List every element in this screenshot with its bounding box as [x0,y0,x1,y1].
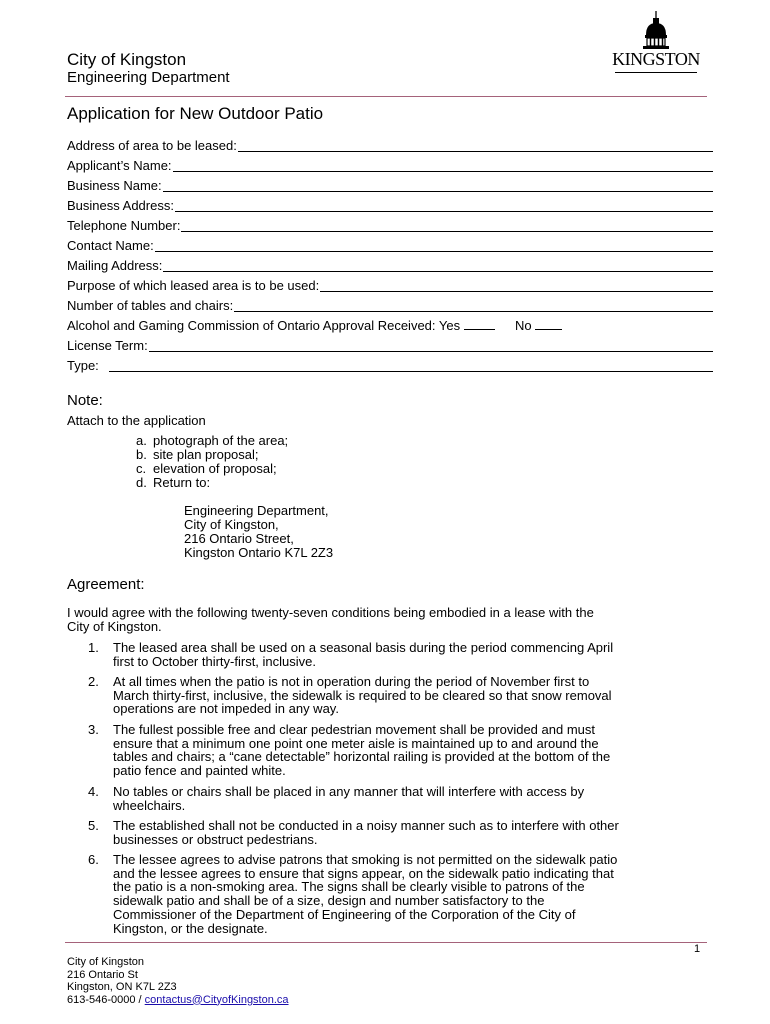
field-label: Telephone Number: [67,218,181,233]
condition-item: 2. At all times when the patio is not in operation during the period of November first to March thirty-first, inclusive, the sidewalk is required to be cleared so that snow removal operations are not impeded in any way. [88,674,612,717]
field-business-name[interactable] [67,178,713,194]
department-name: Engineering Department [67,69,230,86]
footer-divider [65,942,707,943]
field-label: Business Address: [67,198,174,213]
field-mailing-address[interactable] [67,258,713,274]
field-telephone[interactable] [67,218,713,234]
field-applicant-name[interactable] [67,158,713,174]
alcohol-no-label: No [514,318,532,333]
footer-contact: City of Kingston 216 Ontario St Kingston, ON K7L 2Z3 613-546-0000 / contactus@CityofKingston.ca [67,956,289,1006]
contact-email-link[interactable]: contactus@CityofKingston.ca [144,993,289,1006]
form-title: Application for New Outdoor Patio [67,104,324,123]
field-label: Type: [67,358,99,373]
field-label: Contact Name: [67,238,154,253]
field-label: Purpose of which leased area is to be used: [67,278,320,293]
field-license-term[interactable] [67,338,713,354]
field-label: Mailing Address: [67,258,163,273]
field-business-address[interactable] [67,198,713,214]
alcohol-approval-label: Alcohol and Gaming Commission of Ontario Approval Received: Yes [67,318,461,333]
field-label: Number of tables and chairs: [67,298,234,313]
note-heading: Note: [67,392,103,409]
condition-item: 5. The established shall not be conducted in a noisy manner such as to interfere with other businesses or obstruct pedestrians. [88,818,619,847]
field-label: Applicant’s Name: [67,158,172,173]
field-contact-name[interactable] [67,238,713,254]
condition-item: 6. The lessee agrees to advise patrons that smoking is not permitted on the sidewalk patio and the lessee agrees to ensure that signs appear, on the sidewalk patio indicating that the patio is a non-smoking area. The signs shall be clearly visible to patrons of the sidewalk patio and shall be of a size, design and number satisfactory to the Commissioner of the Department of Engineering of the Corporation of the City of Kingston, or the designate. [88,852,618,936]
condition-item: 3. The fullest possible free and clear pedestrian movement shall be provided and must ensure that a minimum one point one meter aisle is maintained up to and around the tables and chairs; a “cane detectable” horizontal railing is provided at the bottom of the patio fence and painted white. [88,722,611,779]
alcohol-approval-row [67,318,562,334]
field-label: License Term: [67,338,148,353]
list-item: c. elevation of proposal; [136,461,277,476]
logo-wordmark: KINGSTON [612,49,700,69]
attachment-list [136,434,288,490]
condition-item: 1. The leased area shall be used on a seasonal basis during the period commencing April first to October thirty-first, inclusive. [88,640,614,669]
condition-item: 4. No tables or chairs shall be placed in any manner that will interfere with access by wheelchairs. [88,784,585,813]
agreement-intro: I would agree with the following twenty-seven conditions being embodied in a lease with the City of Kingston. [67,605,594,634]
alcohol-no-blank[interactable] [535,318,562,330]
agreement-heading: Agreement: [67,576,145,593]
header-divider [65,96,707,97]
field-label: Business Name: [67,178,162,193]
field-type[interactable] [67,358,713,374]
field-tables-chairs[interactable] [67,298,713,314]
list-item: b. site plan proposal; [136,447,259,462]
return-address: Engineering Department, City of Kingston, 216 Ontario Street, Kingston Ontario K7L 2Z3 [184,503,334,560]
page-number: 1 [694,943,701,955]
field-purpose[interactable] [67,278,713,294]
list-item: a. photograph of the area; [136,433,289,448]
city-name: City of Kingston [67,50,187,69]
kingston-logo [606,10,706,85]
note-intro: Attach to the application [67,413,206,428]
field-label: Address of area to be leased: [67,138,237,153]
city-hall-dome-icon [606,10,706,85]
list-item: d. Return to: [136,475,211,490]
alcohol-yes-blank[interactable] [464,318,495,330]
field-lease-address[interactable] [67,138,713,154]
